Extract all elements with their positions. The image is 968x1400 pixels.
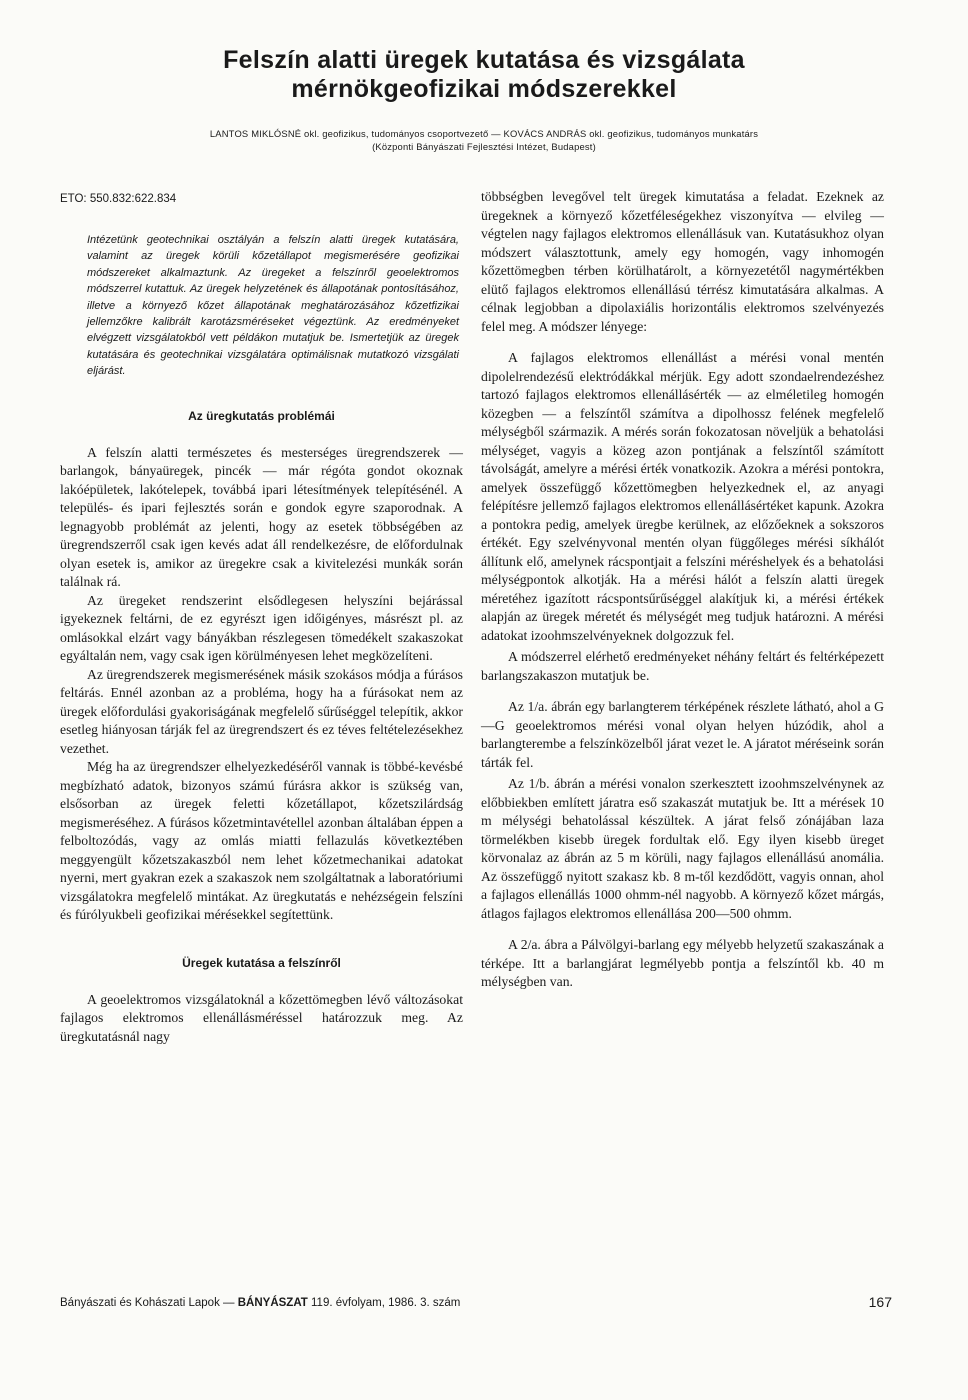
authors-line: LANTOS MIKLÓSNÉ okl. geofizikus, tudományos csoportvezető — KOVÁCS ANDRÁS okl. geofizikus, tudományos munkatárs <box>209 128 759 139</box>
eto-code: ETO: 550.832:622.834 <box>60 193 177 205</box>
paragraph: Az 1/a. ábrán egy barlangterem térképének részlete látható, ahol a G—G geoelektromos mérési vonal olyan helyen húzódik, ahol a barlangterembe a felszínközelből járat vezet le. A járatot méréseink során tárták fel. <box>481 699 884 770</box>
affiliation-line: (Központi Bányászati Fejlesztési Intézet, Budapest) <box>372 141 596 152</box>
section-heading-2: Üregek kutatása a felszínről <box>182 955 341 970</box>
paragraph: többségben levegővel telt üregek kimutatása a feladat. Ezeknek az üregeknek a környező kőzetféleségekhez viszonyítva — elvileg — végtelen nagy fajlagos elektromos ellenállásuk van. Kutatásukhoz olyan módszert választottunk, amely egy homogén, vagy inhomogén kőzettömegben térben körülhatárolt, a környezetétől nagymértékben elütő fajlagos elektromos ellenállású térrész kimutatására alkalmas. A célnak legjobban a dipolaxiális horizontális elektromos szelvényezés felel meg. A módszer lényege: <box>481 189 884 334</box>
title-line-2: mérnökgeofizikai módszerekkel <box>291 75 677 103</box>
journal-issue: 119. évfolyam, 1986. 3. szám <box>311 1297 461 1309</box>
paragraph: A geoelektromos vizsgálatoknál a kőzettömegben lévő változásokat fajlagos elektromos ellenállásméréssel határozzuk meg. Az üregkutatásnál nagy <box>60 991 463 1044</box>
paragraph: Az üregrendszerek megismerésének másik szokásos módja a fúrásos feltárás. Ennél azonban az a probléma, hogy ha a fúrásokat nem az üregek előfordulási gyakoriságának megfelelő sűrűséggel telepítik, akkor esetleg hiányosan tárják fel az üregrendszert és ez téves feltételezésekhez vezethet. <box>60 666 463 756</box>
abstract: Intézetünk geotechnikai osztályán a felszín alatti üregek kutatására, valamint az üregek körüli kőzetállapot megismerésére geofizikai módszereket alkalmaztunk. Az üregeket a felszínről geoelektromos módszerrel kutattuk. Az üregek helyzetének és állapotának pontosításához, illetve a környező kőzet állapotának meghatározásához kőzetfizikai jellemzőkre kalibrált karotázsméréseket végeztünk. Az eredményeket elvégzett vizsgálatokból vett példákon mutatjuk be. Ismertetjük az üregek kutatására és geotechnikai vizsgálatára optimálisnak mutatkozó vizsgálati eljárást. <box>87 234 459 378</box>
right-column <box>481 188 884 1005</box>
paragraph: A fajlagos elektromos ellenállást a mérési vonal mentén dipolelrendezésű elektródákkal mérjük. Egy adott szondaelrendezéshez tartozó fajlagos elektromos ellenállásérték — az elméletileg homogén közegben — a felszíntől számítva a dipolhossz felének megfelelő mélységből származik. A mérés során fokozatosan növeljük a behatolási mélységet, vagyis a közeg azon pontjának a felszíntől számított távolságát, amelyre a mérési érték vonatkozik. Azokra a mérési pontokra, amelyek összefüggő kőzettömegben helyezkednek el, az anyagi felépítésre jellemző fajlagos elektromos ellenállásértéket kapunk. Azokra a pontokra pedig, amelyek üregbe kerülnek, az előzőeknek a sokszoros értékét. Egy szelvényvonal mentén olyan függőleges mérési síkhálót állítunk elő, amelynek rácspontjait a felszíni méréshelyek és a behatolási mélységpontok alkotják. Ha a mérési hálót a felszín alatti üregek méretéhez igazított rácspontsűrűséggel alakítjuk ki, a mérési értékek alapján az üregek méretét és mélységét meg tudjuk határozni. A mérési adatokat izoohmszelvényeknek dolgozzuk fel. <box>481 350 884 643</box>
paragraph: A 2/a. ábra a Pálvölgyi-barlang egy mélyebb helyzetű szakaszának a térképe. Itt a barlangjárat legmélyebb pontja a felszíntől kb. 40 m mélységben van. <box>481 937 884 989</box>
journal-citation <box>60 1297 460 1309</box>
journal-name: Bányászati és Kohászati Lapok — <box>60 1297 235 1309</box>
paragraph: Még ha az üregrendszer elhelyezkedéséről vannak is többé-kevésbé megbízható adatok, bizonyos számú fúrásra akkor is szükség van, elsősorban az üregek feletti kőzetállapot, kőzetszilárdság megismeréséhez. A fúrásos kőzetmintavétellel azonban általában éppen a felboltozódás, vagy az omlás miatti fellazulás következtében meggyengült kőzetszakaszból nem lehet kőzetmechanikai adatokat nyerni, mert gyakran ezek a szakaszok nem szolgáltatnak a laboratóriumi vizsgálatokra megfelelő mintákat. Az üregkutatás e nehézségein felszíni és fúrólyukbeli geofizikai mérésekkel segítettünk. <box>60 759 463 923</box>
paragraph: A módszerrel elérhető eredményeket néhány feltárt és feltérképezett barlangszakaszon mutatjuk be. <box>481 649 884 683</box>
title-line-1: Felszín alatti üregek kutatása és vizsgálata <box>223 46 745 74</box>
left-column <box>60 188 463 1046</box>
journal-section: BÁNYÁSZAT <box>237 1297 308 1309</box>
author-block <box>60 127 908 153</box>
paragraph: Az üregeket rendszerint elsődlegesen helyszíni bejárással igyekeznek feltárni, de ez egyrészt igen időigényes, másrészt pl. az omlásokkal elzárt vagy bányákban részlegesen tömedékelt szakaszokat egyáltalán nem, vagy csak igen körülményesen lehet megközelíteni. <box>60 592 463 664</box>
paragraph: Az 1/b. ábrán a mérési vonalon szerkesztett izoohmszelvénynek az előbbiekben említett járatra eső szakaszát mutatjuk be. Itt a mérések 10 m mélységi behatolással készültek. A járat felső zónájában laza törmelékben kisebb üregek fordultak elő. Egy ilyen kisebb üreget körvonalaz az ábrán az 5 m körüli, nagy fajlagos ellenállású anomália. Az összefüggő nyitott szakasz kb. 8 m-től kezdődött, vagyis onnan, ahol a fajlagos ellenállás 1000 ohmm-nél nagyobb. A környező kőzet márgás, átlagos fajlagos elektromos ellenállása 200—500 ohmm. <box>481 776 884 921</box>
paragraph: A felszín alatti természetes és mesterséges üregrendszerek — barlangok, bányaüregek, pincék — már régóta gondot okoznak lakóépületek, lakótelepek, továbbá ipari létesítmények telepítésénél. A település- és ipari fejlesztés során e gondok egyre szaporodnak. A legnagyobb problémát az jelenti, hogy az esetek többségében az üregrendszerről csak igen kevés adat áll rendelkezésre, de előfordulnak olyan esetek is, amikor az üregekre csak a kivitelezési munkák során találnak rá. <box>60 444 463 590</box>
article-title <box>60 46 908 104</box>
page-number: 167 <box>868 1294 892 1310</box>
section-heading-1: Az üregkutatás problémái <box>188 408 335 423</box>
